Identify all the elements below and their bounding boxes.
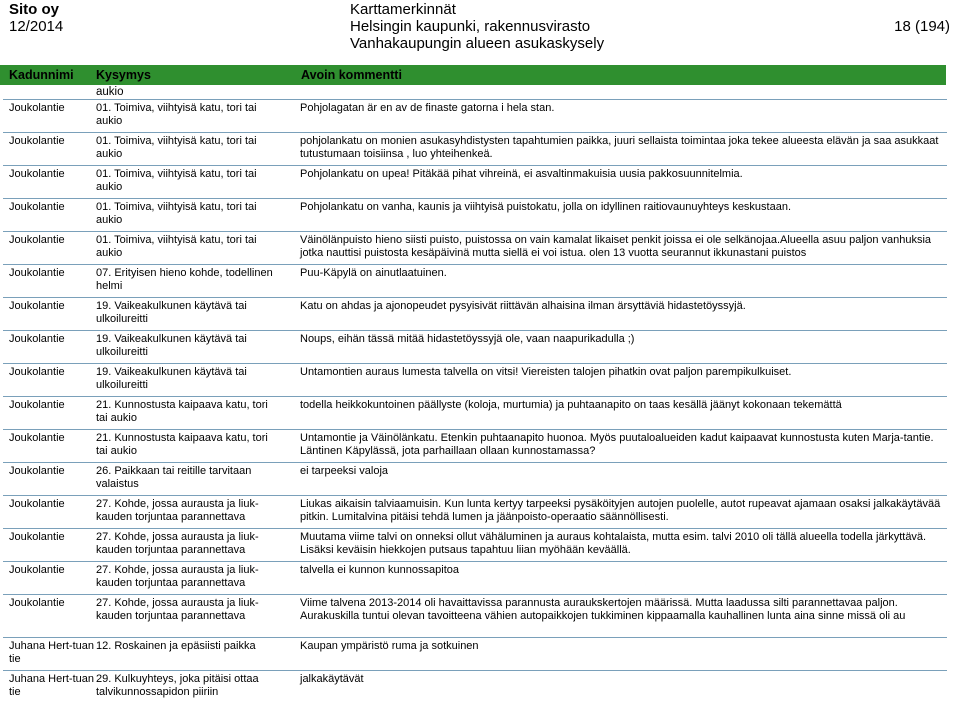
table-row [3,561,947,594]
table-row [3,297,947,330]
continuation-text: aukio [96,86,124,98]
table-row [3,670,947,703]
table-row [3,264,947,297]
comment-cell: Puu-Käpylä on ainutlaatuinen. [300,267,447,279]
table-row [3,429,947,462]
comment-cell: Katu on ahdas ja ajonopeudet pysyisivät riittävän alhaisina ilman ärsyttäviä hidastetöyssyjä. [300,300,746,312]
comment-cell: Pohjolagatan är en av de finaste gatorna i hela stan. [300,102,555,114]
comment-cell: Kaupan ympäristö ruma ja sotkuinen [300,640,479,652]
table-row [3,132,947,165]
comment-cell: todella heikkokuntoinen päällyste (koloja, murtumia) ja puhtaanapito on taas kesällä jäänyt kokonaan tekemättä [300,399,842,411]
comment-cell: Liukas aikaisin talviaamuisin. Kun lunta kertyy tarpeeksi pysäköityjen autojen puolelle, autot rupeavat ajamaan osaksi jalkakäytävää pitkin. Lumitalvina pitäisi tehdä lumen ja jäänpoisto-operaatio säännöllisesti. [300,498,941,524]
table-row [3,330,947,363]
column-header-question: Kysymys [96,68,151,82]
table-row [3,363,947,396]
table-row [3,637,947,670]
question-cell: 07. Erityisen hieno kohde, todellinen helmi [96,267,273,293]
question-cell: 01. Toimiva, viihtyisä katu, tori tai aukio [96,168,257,194]
street-cell: Joukolantie [9,531,65,543]
comment-cell: Väinölänpuisto hieno siisti puisto, puistossa on vain kamalat likaiset penkit joissa ei ole selkänojaa.Alueella asuu paljon vanhuksia jotka nauttisi puistosta kesäpäivinä mutta siellä ei voi istua. olen 13 vuotta seurannut ikkunastani puistos [300,234,932,260]
header-center [350,1,604,52]
page-header [0,0,960,62]
comment-cell: Untamontie ja Väinölänkatu. Etenkin puhtaanapito huonoa. Myös puutaloalueiden kadut kaipaavat kunnostusta kuten Marja-tantie. Läntinen Käpylässä, jota parhaillaan ollaan kunnostamassa? [300,432,934,458]
company-name: Sito oy [9,1,60,18]
question-cell: 01. Toimiva, viihtyisä katu, tori tai aukio [96,135,257,161]
comments-table [3,99,947,703]
question-cell: 19. Vaikeakulkunen käytävä tai ulkoilureitti [96,300,247,326]
street-cell: Joukolantie [9,498,65,510]
street-cell: Joukolantie [9,201,65,213]
question-cell: 27. Kohde, jossa aurausta ja liuk-kauden torjuntaa parannettava [96,531,259,557]
question-cell: 21. Kunnostusta kaipaava katu, tori tai aukio [96,399,268,425]
table-row [3,495,947,528]
survey-name: Vanhakaupungin alueen asukaskysely [350,35,605,52]
comment-cell: ei tarpeeksi valoja [300,465,389,477]
table-row [3,165,947,198]
comment-cell: Untamontien auraus lumesta talvella on vitsi! Viereisten talojen pihatkin ovat paljon parempikulkuiset. [300,366,792,378]
street-cell: Joukolantie [9,564,65,576]
table-header [0,65,946,85]
question-cell: 21. Kunnostusta kaipaava katu, tori tai aukio [96,432,268,458]
comment-cell: pohjolankatu on monien asukasyhdistysten tapahtumien paikka, juuri sellaista toimintaa joka tekee alueesta elävän ja saa asukkaat tutustumaan toisiinsa , luo yhteihenkeä. [300,135,939,161]
street-cell: Joukolantie [9,102,65,114]
column-header-street: Kadunnimi [9,68,74,82]
table-row [3,99,947,132]
street-cell: Joukolantie [9,135,65,147]
question-cell: 19. Vaikeakulkunen käytävä tai ulkoilureitti [96,366,247,392]
comment-cell: Viime talvena 2013-2014 oli havaittavissa parannusta auraukskertojen määrissä. Mutta laadussa silti parannettavaa paljon. Aurakuskilla tuntui olevan tavoitteena vähien autopaikkojen tukkiminen kippaamalla kauhallinen lunta aina sinne missä oli au [300,597,906,623]
street-cell: Joukolantie [9,432,65,444]
street-cell: Joukolantie [9,366,65,378]
document-title: Karttamerkinnät [350,1,456,18]
street-cell: Joukolantie [9,300,65,312]
street-cell: Juhana Hert-tuan tie [9,673,94,699]
page-number: 18 (194) [894,18,950,35]
street-cell: Joukolantie [9,333,65,345]
comment-cell: Pohjolankatu on upea! Pitäkää pihat vihreinä, ei asvaltinmakuisia uusia pakkosuunnitelmia. [300,168,743,180]
question-cell: 27. Kohde, jossa aurausta ja liuk-kauden torjuntaa parannettava [96,597,259,623]
question-cell: 29. Kulkuyhteys, joka pitäisi ottaa talvikunnossapidon piiriin [96,673,259,699]
street-cell: Joukolantie [9,168,65,180]
column-header-comment: Avoin kommentti [301,68,402,82]
question-cell: 01. Toimiva, viihtyisä katu, tori tai aukio [96,102,257,128]
table-row [3,462,947,495]
table-row [3,396,947,429]
question-cell: 01. Toimiva, viihtyisä katu, tori tai aukio [96,201,257,227]
table-row [3,198,947,231]
question-cell: 12. Roskainen ja epäsiisti paikka [96,640,256,652]
comment-cell: Pohjolankatu on vanha, kaunis ja viihtyisä puistokatu, jolla on idyllinen raitiovaunuyhteys keskustaan. [300,201,792,213]
street-cell: Joukolantie [9,597,65,609]
comment-cell: talvella ei kunnon kunnossapitoa [300,564,460,576]
comment-cell: jalkakäytävät [300,673,364,685]
question-cell: 27. Kohde, jossa aurausta ja liuk-kauden torjuntaa parannettava [96,564,259,590]
question-cell: 19. Vaikeakulkunen käytävä tai ulkoilureitti [96,333,247,359]
street-cell: Joukolantie [9,465,65,477]
client-name: Helsingin kaupunki, rakennusvirasto [350,18,591,35]
street-cell: Joukolantie [9,399,65,411]
street-cell: Joukolantie [9,267,65,279]
table-row [3,528,947,561]
street-cell: Juhana Hert-tuan tie [9,640,94,666]
comment-cell: Noups, eihän tässä mitää hidastetöyssyjä ole, vaan naapurikadulla ;) [300,333,635,345]
question-cell: 27. Kohde, jossa aurausta ja liuk-kauden torjuntaa parannettava [96,498,259,524]
street-cell: Joukolantie [9,234,65,246]
table-row [3,231,947,264]
table-row [3,594,947,637]
comment-cell: Muutama viime talvi on onneksi ollut vähäluminen ja auraus kohtalaista, mutta esim. talvi 2010 oli tällä alueella todella järkyttävä. Lisäksi keväisin hiekkojen putsaus tapahtuu liian myöhään keväällä. [300,531,927,557]
question-cell: 01. Toimiva, viihtyisä katu, tori tai aukio [96,234,257,260]
report-date: 12/2014 [9,18,64,35]
header-left [9,1,63,35]
question-cell: 26. Paikkaan tai reitille tarvitaan valaistus [96,465,252,491]
